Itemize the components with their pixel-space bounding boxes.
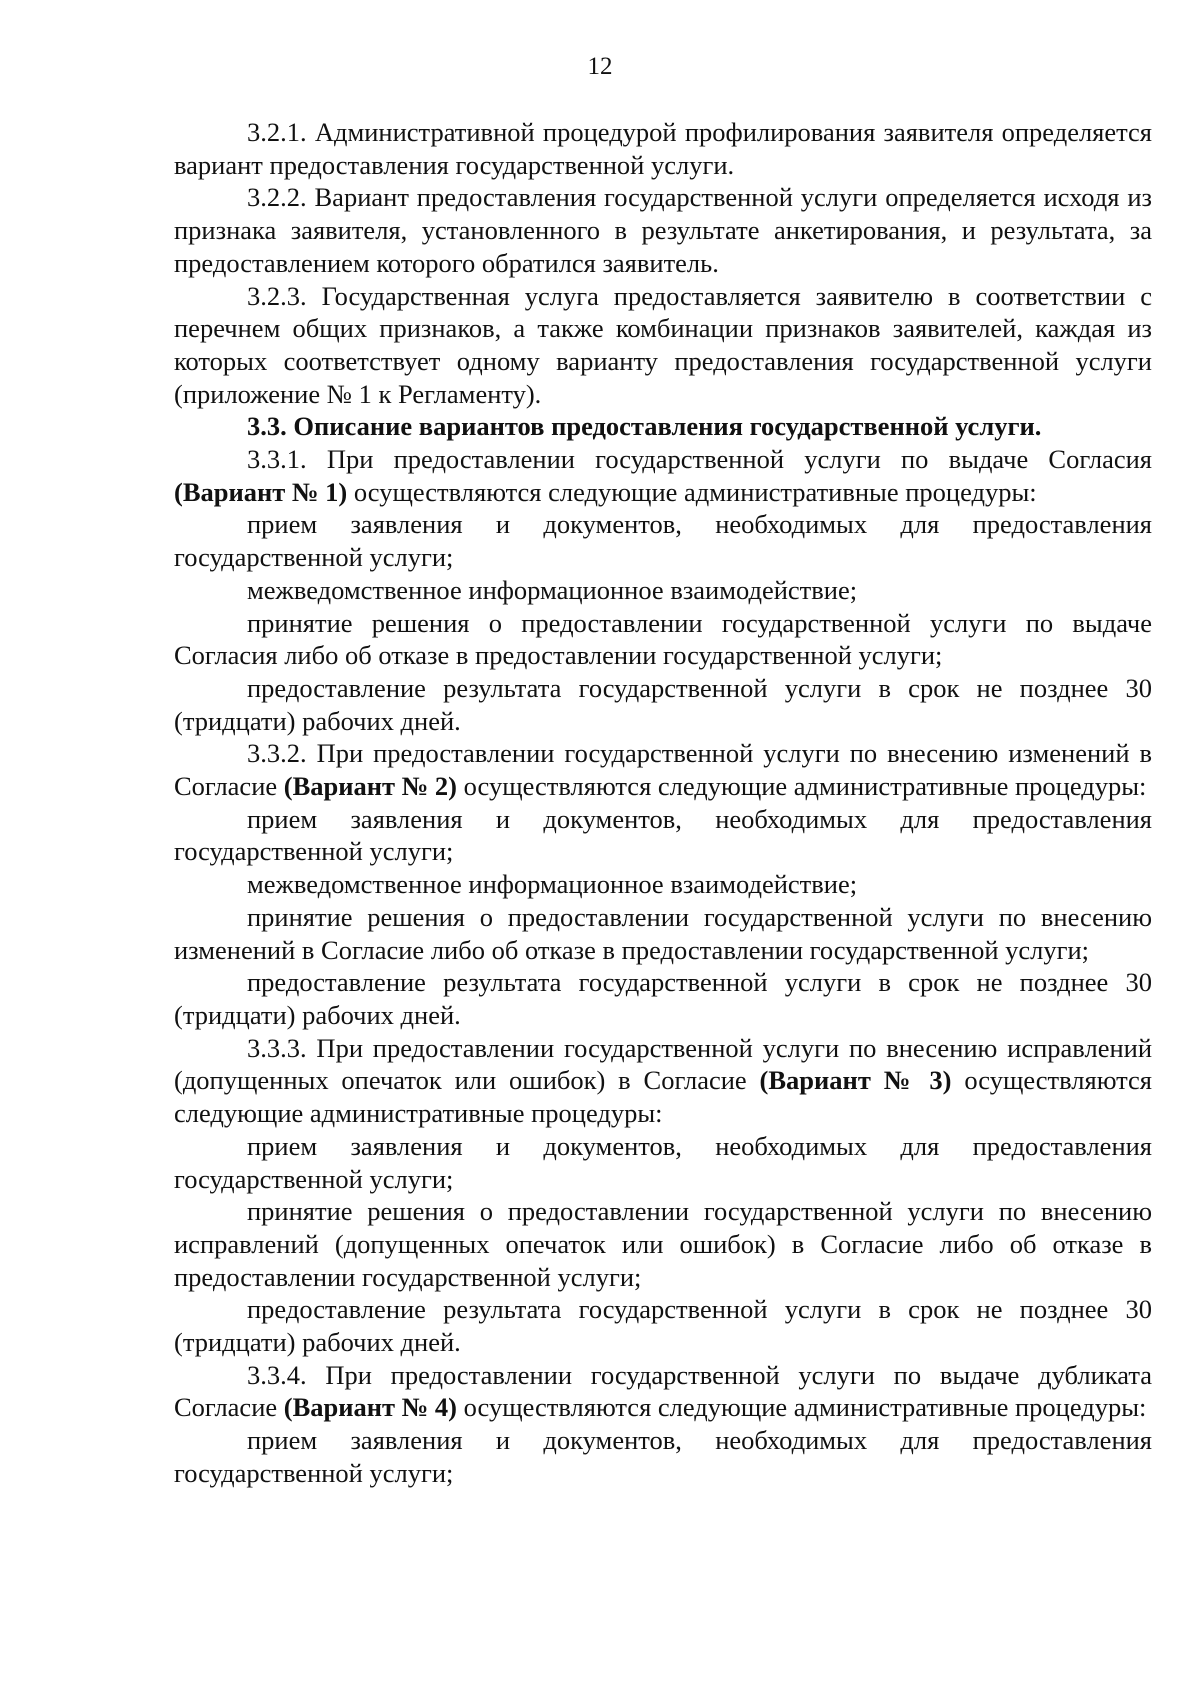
procedure-item: предоставление результата государственной услуги в срок не позднее 30 (тридцати) рабочих дней. bbox=[174, 672, 1152, 736]
procedure-item: прием заявления и документов, необходимых для предоставления государственной услуги; bbox=[174, 1130, 1152, 1194]
paragraph-text: 3.3.4. При предоставлении государственной услуги по выдаче дубликата Согласие bbox=[174, 1359, 1152, 1423]
paragraph-3-3-1 bbox=[174, 443, 1152, 508]
procedure-item: принятие решения о предоставлении государственной услуги по внесению изменений в Согласие либо об отказе в предоставлении государственной услуги; bbox=[174, 901, 1152, 965]
paragraph-3-3-2 bbox=[174, 737, 1152, 802]
paragraph-text: 3.3.1. При предоставлении государственной услуги по выдаче Согласия bbox=[247, 444, 1152, 475]
section-heading-3-3: 3.3. Описание вариантов предоставления государственной услуги. bbox=[247, 411, 1042, 442]
paragraph-text: осуществляются следующие административные процедуры: bbox=[457, 771, 1147, 802]
paragraph-3-2-2: 3.2.2. Вариант предоставления государственной услуги определяется исходя из признака заявителя, установленного в результате анкетирования, и результата, за предоставлением которого обратился заявитель. bbox=[174, 182, 1152, 278]
variant-label: (Вариант № 1) bbox=[174, 476, 348, 507]
variant-label: (Вариант № 2) bbox=[283, 771, 458, 802]
page-number: 12 bbox=[587, 53, 613, 80]
paragraph-3-2-3: 3.2.3. Государственная услуга предоставляется заявителю в соответствии с перечнем общих признаков, а также комбинации признаков заявителей, каждая из которых соответствует одному варианту предоставления государственной услуги (приложение № 1 к Регламенту). bbox=[174, 280, 1152, 409]
procedure-item: прием заявления и документов, необходимых для предоставления государственной услуги; bbox=[174, 1425, 1152, 1488]
procedure-item: предоставление результата государственной услуги в срок не позднее 30 (тридцати) рабочих дней. bbox=[174, 967, 1152, 1030]
procedure-item: межведомственное информационное взаимодействие; bbox=[247, 869, 858, 900]
paragraph-text: осуществляются следующие административные процедуры: bbox=[457, 1392, 1147, 1423]
paragraph-3-3-3 bbox=[174, 1032, 1152, 1130]
procedure-item: прием заявления и документов, необходимых для предоставления государственной услуги; bbox=[174, 509, 1152, 573]
paragraph-text: 3.3.3. При предоставлении государственной услуги по внесению исправлений (допущенных опечаток или ошибок) в Согласие bbox=[174, 1032, 1152, 1096]
variant-label: (Вариант № 4) bbox=[283, 1392, 458, 1423]
paragraph-text: 3.3.2. При предоставлении государственной услуги по внесению изменений в Согласие bbox=[174, 738, 1152, 802]
paragraph-3-2-1: 3.2.1. Административной процедурой профилирования заявителя определяется вариант предоставления государственной услуги. bbox=[174, 117, 1152, 180]
procedure-item: принятие решения о предоставлении государственной услуги по выдаче Согласия либо об отказе в предоставлении государственной услуги; bbox=[174, 607, 1152, 671]
paragraph-3-3-4 bbox=[174, 1359, 1152, 1424]
procedure-item: межведомственное информационное взаимодействие; bbox=[247, 574, 858, 605]
procedure-item: принятие решения о предоставлении государственной услуги по внесению исправлений (допущенных опечаток или ошибок) в Согласие либо об отказе в предоставлении государственной услуги; bbox=[174, 1196, 1152, 1292]
variant-label: (Вариант № 3) bbox=[759, 1065, 952, 1096]
procedure-item: прием заявления и документов, необходимых для предоставления государственной услуги; bbox=[174, 803, 1152, 867]
paragraph-text: осуществляются следующие административные процедуры: bbox=[347, 476, 1037, 507]
paragraph-text: осуществляются следующие административные процедуры: bbox=[174, 1065, 1152, 1129]
document-body bbox=[174, 116, 1152, 1490]
procedure-item: предоставление результата государственной услуги в срок не позднее 30 (тридцати) рабочих дней. bbox=[174, 1294, 1152, 1358]
